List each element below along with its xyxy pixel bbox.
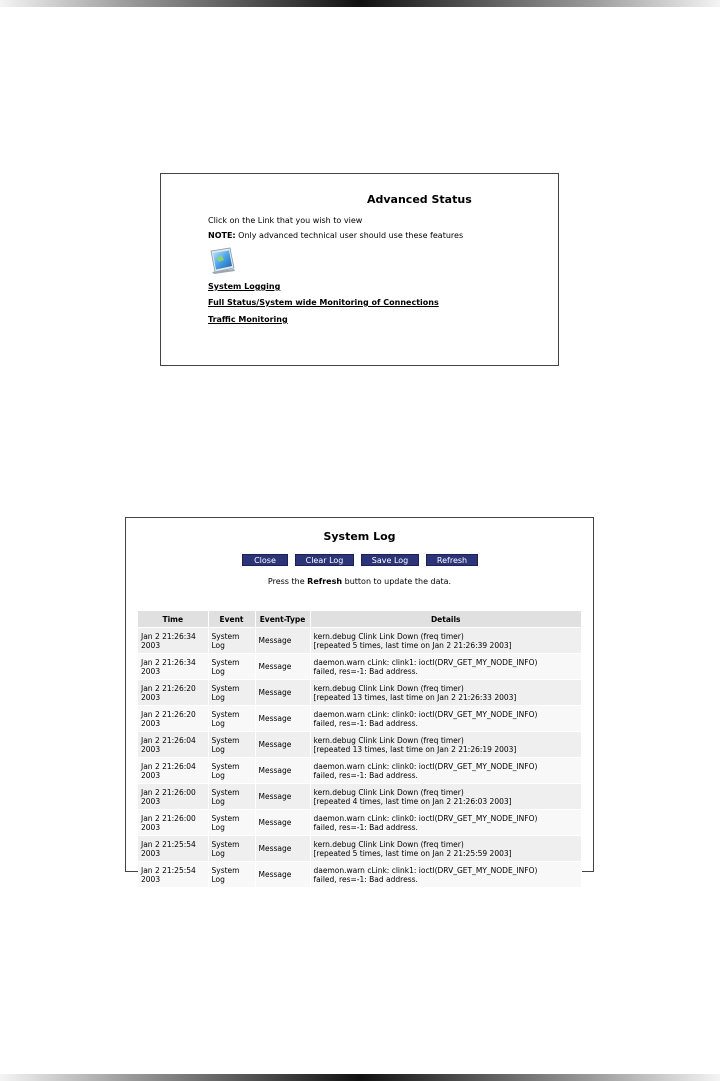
cell-details [310, 836, 582, 862]
cell-details [310, 680, 582, 706]
column-header-event-type[interactable]: Event-Type [255, 611, 310, 628]
table-row [138, 862, 582, 888]
cell-event-type: Message [255, 784, 310, 810]
full-status-link[interactable]: Full Status/System wide Monitoring of Connections [208, 298, 439, 307]
details-line-2: failed, res=-1: Bad address. [313, 718, 418, 728]
cell-time: Jan 2 21:26:00 2003 [138, 810, 208, 836]
cell-details [310, 628, 582, 654]
hint-suffix: button to update the data. [342, 577, 452, 586]
cell-event-type: Message [255, 680, 310, 706]
note-text: Only advanced technical user should use these features [235, 231, 464, 240]
cell-event: System Log [208, 784, 255, 810]
cell-time: Jan 2 21:26:00 2003 [138, 784, 208, 810]
details-line-2: [repeated 5 times, last time on Jan 2 21:25:59 2003] [313, 848, 512, 858]
details-line-2: failed, res=-1: Bad address. [313, 822, 418, 832]
system-log-toolbar [242, 554, 478, 566]
monitor-screen-icon [208, 246, 238, 276]
table-row [138, 732, 582, 758]
cell-time: Jan 2 21:26:20 2003 [138, 680, 208, 706]
details-line-1: kern.debug Clink Link Down (freq timer) [313, 787, 464, 797]
refresh-hint [126, 577, 593, 586]
advanced-status-note [208, 231, 463, 240]
cell-details [310, 732, 582, 758]
details-line-2: failed, res=-1: Bad address. [313, 770, 418, 780]
details-line-1: daemon.warn cLink: clink1: ioctl(DRV_GET_MY_NODE_INFO) [313, 865, 538, 875]
details-line-2: [repeated 4 times, last time on Jan 2 21:26:03 2003] [313, 796, 512, 806]
cell-event: System Log [208, 706, 255, 732]
cell-event: System Log [208, 628, 255, 654]
details-line-1: daemon.warn cLink: clink0: ioctl(DRV_GET_MY_NODE_INFO) [313, 709, 538, 719]
advanced-status-instruction: Click on the Link that you wish to view [208, 216, 363, 225]
top-decorative-bar [0, 0, 720, 7]
cell-details [310, 810, 582, 836]
details-line-2: [repeated 13 times, last time on Jan 2 21:26:19 2003] [313, 744, 517, 754]
table-row [138, 784, 582, 810]
system-logging-link[interactable]: System Logging [208, 282, 281, 291]
cell-event-type: Message [255, 732, 310, 758]
hint-bold: Refresh [307, 577, 343, 586]
details-line-2: failed, res=-1: Bad address. [313, 666, 418, 676]
note-label: NOTE: [208, 231, 236, 240]
cell-time: Jan 2 21:26:04 2003 [138, 758, 208, 784]
cell-time: Jan 2 21:26:34 2003 [138, 654, 208, 680]
cell-event: System Log [208, 862, 255, 888]
table-row [138, 680, 582, 706]
table-row [138, 758, 582, 784]
details-line-1: kern.debug Clink Link Down (freq timer) [313, 839, 464, 849]
refresh-button[interactable]: Refresh [426, 554, 478, 566]
table-row [138, 706, 582, 732]
details-line-2: failed, res=-1: Bad address. [313, 874, 418, 884]
table-header-row [138, 611, 582, 628]
details-line-1: kern.debug Clink Link Down (freq timer) [313, 683, 464, 693]
details-line-1: kern.debug Clink Link Down (freq timer) [313, 735, 464, 745]
cell-event: System Log [208, 732, 255, 758]
clear-log-button[interactable]: Clear Log [295, 554, 354, 566]
save-log-button[interactable]: Save Log [361, 554, 419, 566]
cell-event: System Log [208, 654, 255, 680]
table-row [138, 628, 582, 654]
cell-event-type: Message [255, 836, 310, 862]
details-line-2: [repeated 13 times, last time on Jan 2 21:26:33 2003] [313, 692, 517, 702]
bottom-decorative-bar [0, 1074, 720, 1081]
close-button[interactable]: Close [242, 554, 288, 566]
cell-details [310, 706, 582, 732]
cell-event-type: Message [255, 654, 310, 680]
system-log-table [138, 611, 582, 887]
cell-event-type: Message [255, 862, 310, 888]
cell-details [310, 758, 582, 784]
cell-time: Jan 2 21:25:54 2003 [138, 836, 208, 862]
cell-time: Jan 2 21:26:04 2003 [138, 732, 208, 758]
cell-event-type: Message [255, 628, 310, 654]
details-line-1: daemon.warn cLink: clink0: ioctl(DRV_GET_MY_NODE_INFO) [313, 813, 538, 823]
cell-time: Jan 2 21:25:54 2003 [138, 862, 208, 888]
column-header-event[interactable]: Event [208, 611, 255, 628]
traffic-monitoring-link[interactable]: Traffic Monitoring [208, 315, 288, 324]
cell-event: System Log [208, 810, 255, 836]
cell-time: Jan 2 21:26:34 2003 [138, 628, 208, 654]
table-row [138, 836, 582, 862]
cell-event-type: Message [255, 706, 310, 732]
advanced-status-panel [160, 173, 559, 366]
cell-event: System Log [208, 680, 255, 706]
cell-event: System Log [208, 836, 255, 862]
cell-details [310, 784, 582, 810]
cell-details [310, 654, 582, 680]
hint-prefix: Press the [267, 577, 308, 586]
cell-event-type: Message [255, 810, 310, 836]
system-log-panel [125, 517, 594, 884]
cell-event: System Log [208, 758, 255, 784]
system-log-title: System Log [323, 530, 396, 543]
column-header-time[interactable]: Time [138, 611, 208, 628]
column-header-details[interactable]: Details [310, 611, 582, 628]
details-line-2: [repeated 5 times, last time on Jan 2 21:26:39 2003] [313, 640, 512, 650]
cell-event-type: Message [255, 758, 310, 784]
table-row [138, 810, 582, 836]
advanced-status-title: Advanced Status [367, 193, 472, 206]
cell-details [310, 862, 582, 888]
details-line-1: daemon.warn cLink: clink0: ioctl(DRV_GET_MY_NODE_INFO) [313, 761, 538, 771]
details-line-1: kern.debug Clink Link Down (freq timer) [313, 631, 464, 641]
details-line-1: daemon.warn cLink: clink1: ioctl(DRV_GET_MY_NODE_INFO) [313, 657, 538, 667]
cell-time: Jan 2 21:26:20 2003 [138, 706, 208, 732]
table-row [138, 654, 582, 680]
